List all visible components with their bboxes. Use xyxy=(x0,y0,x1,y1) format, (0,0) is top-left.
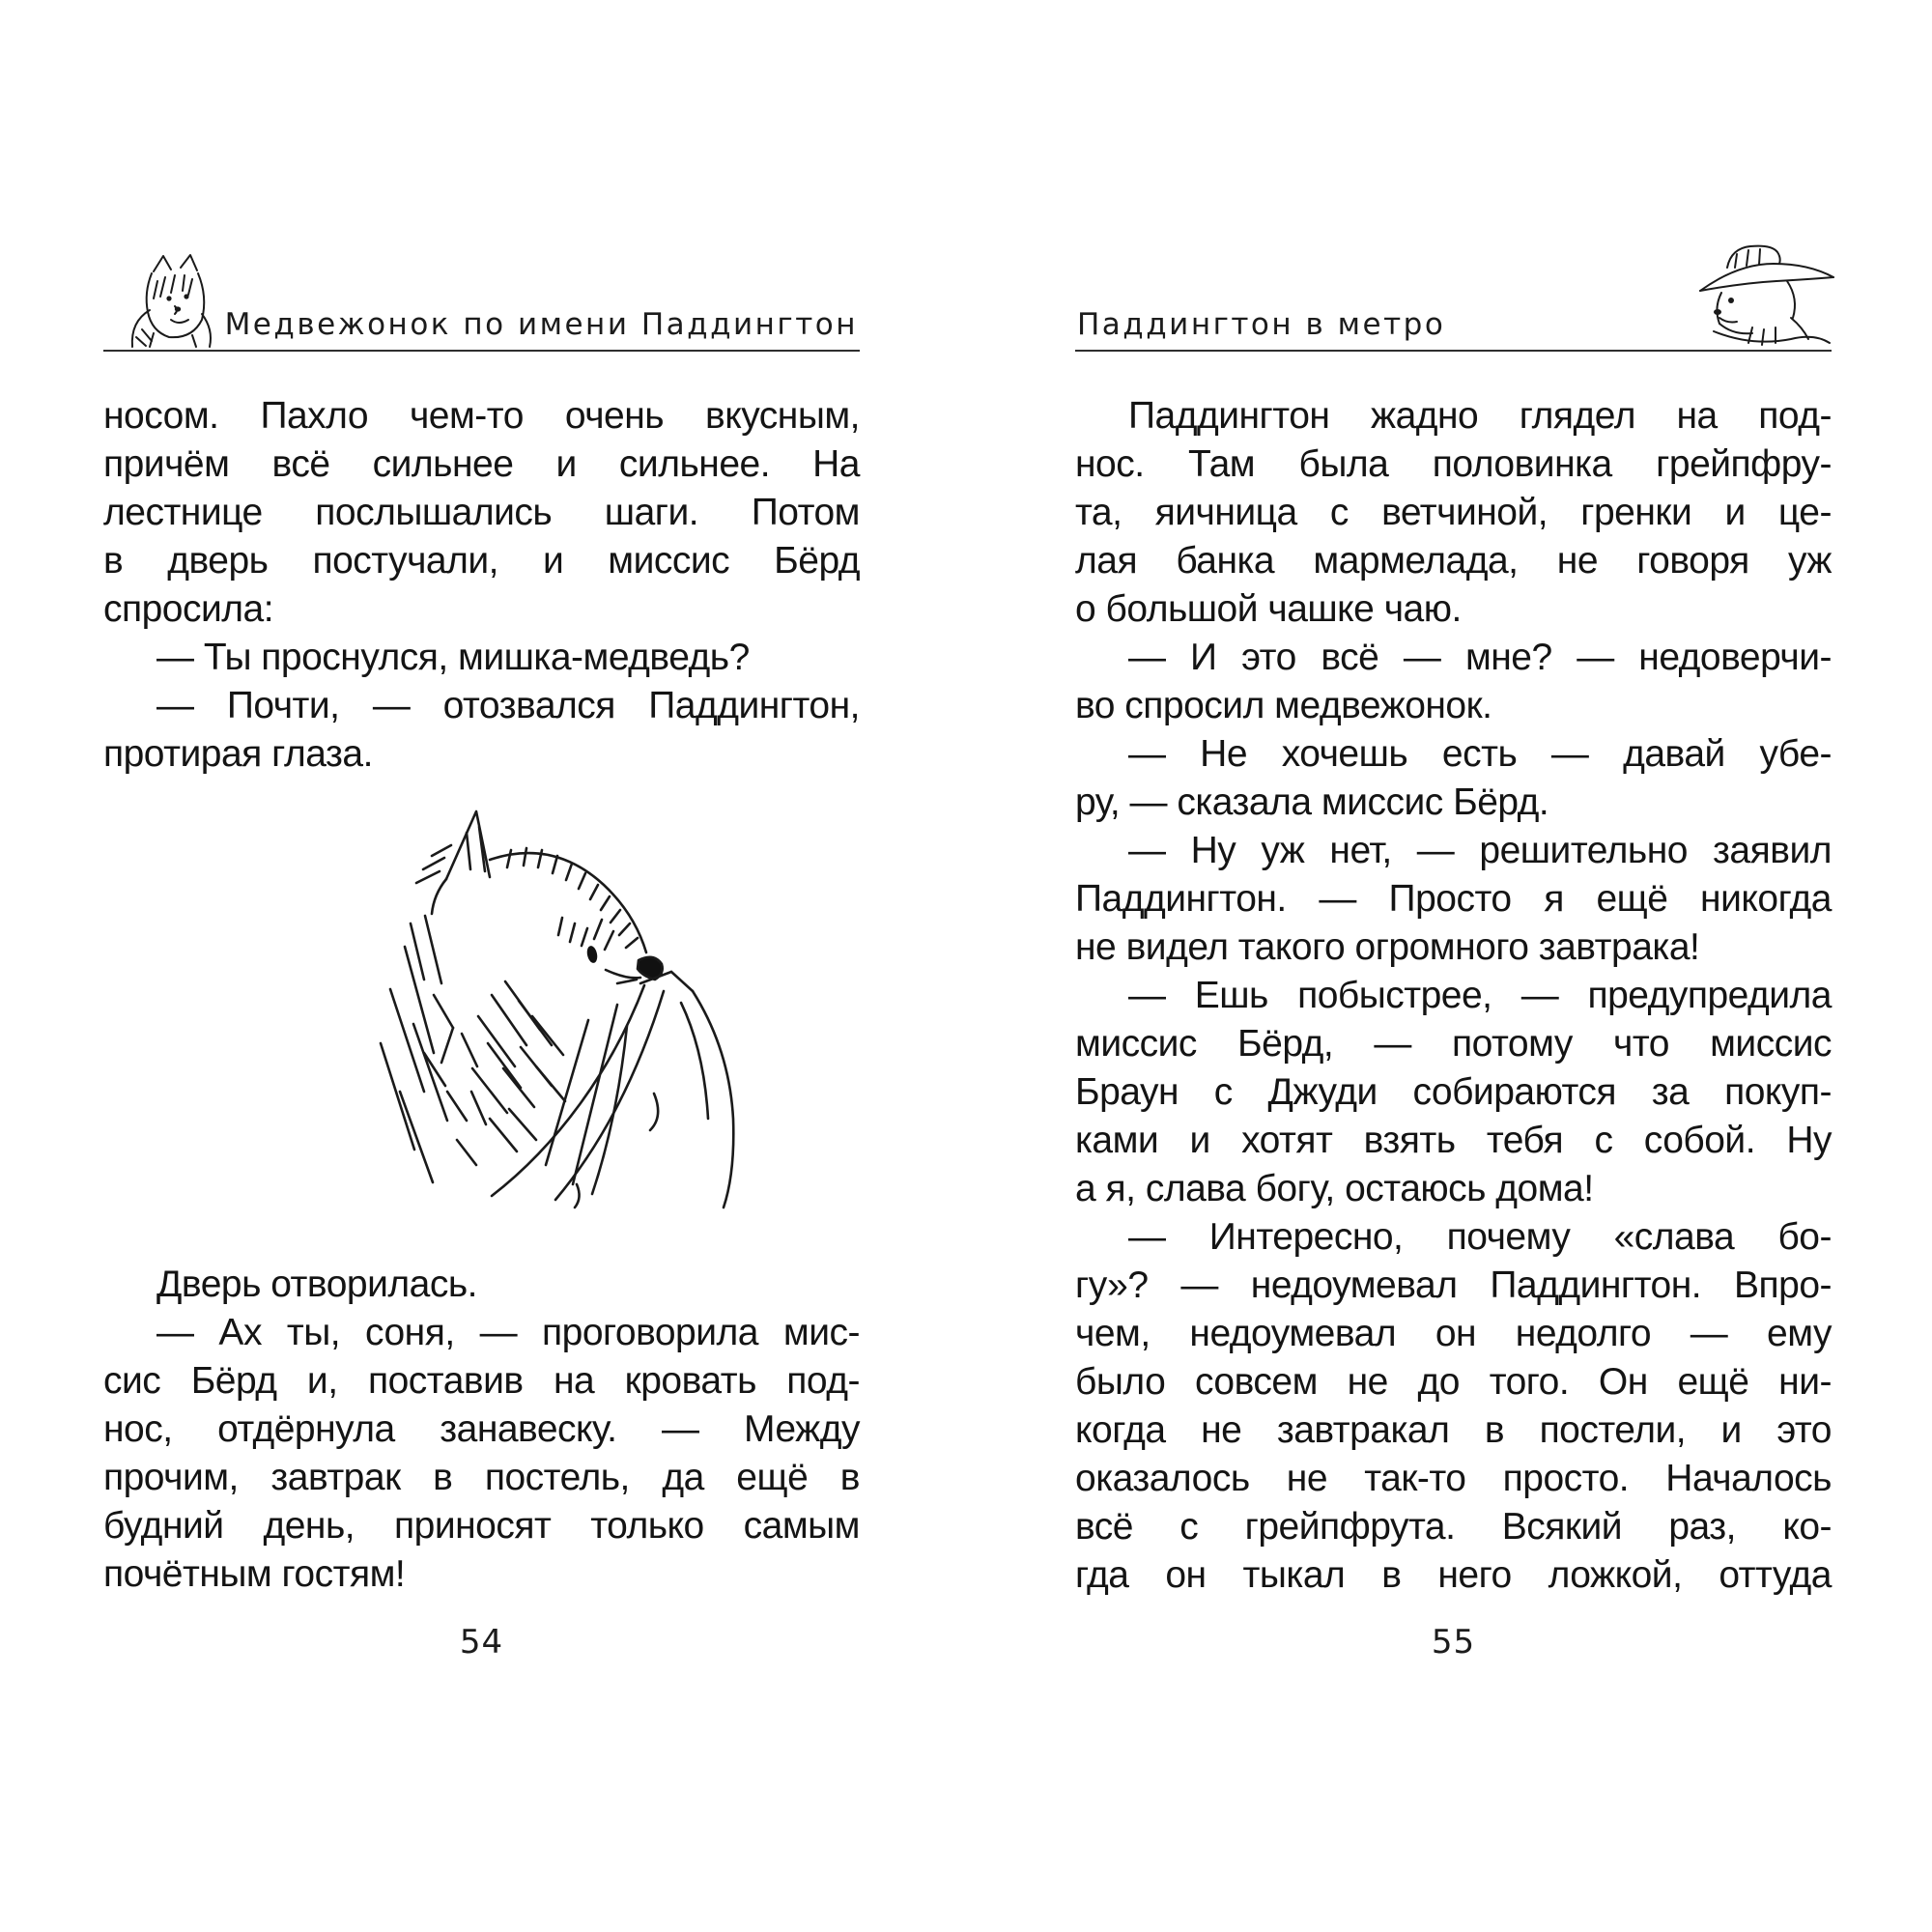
text-line: было совсем не до того. Он ещё ни- xyxy=(1075,1361,1832,1403)
running-head-left xyxy=(103,259,860,352)
page-left-text-top xyxy=(103,392,860,779)
paddington-in-hat-icon xyxy=(1694,242,1839,354)
text-line: прочим, завтрак в постель, да ещё в xyxy=(103,1457,860,1498)
running-head-right-title: Паддингтон в метро xyxy=(1077,307,1446,342)
paragraph xyxy=(1075,972,1832,1213)
text-line: причём всё сильнее и сильнее. На xyxy=(103,443,860,485)
text-line: та, яичница с ветчиной, гренки и це- xyxy=(1075,492,1832,533)
text-line: о большой чашке чаю. xyxy=(1075,588,1462,630)
text-line: ру, — сказала миссис Бёрд. xyxy=(1075,781,1549,823)
paragraph xyxy=(103,1261,860,1309)
text-line: гда он тыкал в него ложкой, оттуда xyxy=(1075,1554,1832,1596)
text-line: оказалось не так-то просто. Началось xyxy=(1075,1458,1832,1499)
text-line: лестнице послышались шаги. Потом xyxy=(103,492,860,533)
text-line: нос, отдёрнула занавеску. — Между xyxy=(103,1408,860,1450)
text-line: почётным гостям! xyxy=(103,1553,406,1595)
running-head-right xyxy=(1075,259,1832,352)
paragraph xyxy=(1075,730,1832,827)
text-line: гу»? — недоумевал Паддингтон. Впро- xyxy=(1075,1264,1832,1306)
text-line: — Почти, — отозвался Паддингтон, xyxy=(156,685,860,726)
paragraph xyxy=(103,392,860,634)
text-line: всё с грейпфрута. Всякий раз, ко- xyxy=(1075,1506,1832,1548)
text-line: спросила: xyxy=(103,588,274,630)
running-head-left-title: Медвежонок по имени Паддингтон xyxy=(224,307,858,342)
text-line: Дверь отворилась. xyxy=(156,1264,477,1305)
text-line: в дверь постучали, и миссис Бёрд xyxy=(103,540,860,582)
text-line: — Ах ты, соня, — проговорила мис- xyxy=(156,1312,860,1353)
page-right xyxy=(1075,259,1832,1679)
text-line: Браун с Джуди собираются за покуп- xyxy=(1075,1071,1832,1113)
text-line: Паддингтон жадно глядел на под- xyxy=(1128,395,1832,437)
text-line: миссис Бёрд, — потому что миссис xyxy=(1075,1023,1832,1065)
paragraph xyxy=(103,634,860,682)
paragraph xyxy=(1075,1213,1832,1600)
bear-cub-icon xyxy=(107,252,233,354)
text-line: чем, недоумевал он недолго — ему xyxy=(1075,1313,1832,1354)
page-left xyxy=(103,259,860,1679)
page-right-text xyxy=(1075,392,1832,1600)
text-line: — Ешь побыстрее, — предупредила xyxy=(1128,975,1832,1016)
text-line: протирая глаза. xyxy=(103,733,373,775)
text-line: Паддингтон. — Просто я ещё никогда xyxy=(1075,878,1832,920)
text-line: — Не хочешь есть — давай убе- xyxy=(1128,733,1832,775)
paragraph xyxy=(1075,634,1832,730)
text-line: будний день, приносят только самым xyxy=(103,1505,860,1547)
text-line: во спросил медвежонок. xyxy=(1075,685,1492,726)
paragraph xyxy=(1075,827,1832,972)
paragraph xyxy=(103,682,860,779)
text-line: сис Бёрд и, поставив на кровать под- xyxy=(103,1360,860,1402)
page-number-right: 55 xyxy=(1431,1623,1476,1662)
text-line: нос. Там была половинка грейпфру- xyxy=(1075,443,1832,485)
text-line: когда не завтракал в постели, и это xyxy=(1075,1409,1832,1451)
bear-peeking-over-blanket-illustration xyxy=(287,800,860,1220)
text-line: — Ну уж нет, — решительно заявил xyxy=(1128,830,1832,871)
text-line: не видел такого огромного завтрака! xyxy=(1075,926,1700,968)
text-line: ками и хотят взять тебя с собой. Ну xyxy=(1075,1120,1832,1161)
page-left-text-bottom xyxy=(103,1261,860,1599)
paragraph xyxy=(1075,392,1832,634)
text-line: лая банка мармелада, не говоря уж xyxy=(1075,540,1832,582)
text-line: а я, слава богу, остаюсь дома! xyxy=(1075,1168,1594,1209)
text-line: — И это всё — мне? — недоверчи- xyxy=(1128,637,1832,678)
text-line: носом. Пахло чем-то очень вкусным, xyxy=(103,395,860,437)
text-line: — Интересно, почему «слава бо- xyxy=(1128,1216,1832,1258)
paragraph xyxy=(103,1309,860,1599)
page-number-left: 54 xyxy=(459,1623,504,1662)
text-line: — Ты проснулся, мишка-медведь? xyxy=(156,637,750,678)
